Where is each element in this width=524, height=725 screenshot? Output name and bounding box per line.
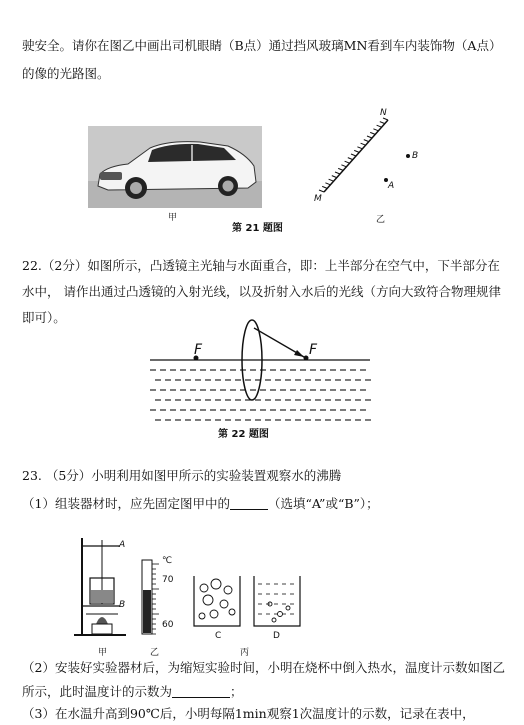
fig21-label-yi: 乙 bbox=[376, 215, 386, 225]
q23-part2-suffix: ； bbox=[230, 684, 243, 699]
answer-blank-2[interactable] bbox=[172, 685, 230, 698]
label-b: B bbox=[119, 600, 126, 610]
label-bing: 丙 bbox=[240, 648, 250, 658]
q23-part1-prefix: （1）组装器材时，应先固定图甲中的 bbox=[22, 496, 230, 511]
focus-left-label: F bbox=[194, 342, 203, 358]
beakers-bubbles bbox=[192, 574, 302, 630]
car-photo bbox=[88, 126, 262, 208]
celsius-label: ℃ bbox=[162, 556, 173, 566]
mirror-hatching bbox=[319, 118, 388, 192]
fig21-label-jia: 甲 bbox=[168, 213, 178, 223]
scale-ticks bbox=[152, 564, 159, 634]
fig22-caption: 第 22 题图 bbox=[218, 429, 269, 440]
tick-70-label: 70 bbox=[162, 575, 174, 585]
point-n-label: N bbox=[380, 108, 387, 118]
label-jia: 甲 bbox=[98, 648, 108, 658]
point-m-label: M bbox=[314, 194, 322, 204]
intro-line-1: 驶安全。请你在图乙中画出司机眼睛（B点）通过挡风玻璃MN看到车内装饰物（A点） bbox=[22, 38, 502, 53]
label-c: C bbox=[215, 631, 222, 641]
mirror-diagram bbox=[300, 108, 430, 208]
point-b-label: B bbox=[412, 151, 419, 161]
fig21-caption: 第 21 题图 bbox=[232, 223, 283, 234]
q23-part-3-line-1: （3）在水温升高到90℃后，小明每隔1min观察1次温度计的示数，记录在表中， bbox=[22, 706, 475, 721]
q23-part1-suffix: （选填“A”或“B”）； bbox=[267, 496, 379, 511]
tick-60-label: 60 bbox=[162, 620, 174, 630]
intro-line-2: 的像的光路图。 bbox=[22, 66, 110, 81]
focus-right-label: F bbox=[309, 342, 318, 358]
burner-flame bbox=[96, 617, 108, 624]
point-a-label: A bbox=[388, 181, 395, 191]
q23-title: 23. （5分）小明利用如图甲所示的实验装置观察水的沸腾 bbox=[22, 468, 342, 483]
point-b-dot bbox=[406, 154, 410, 158]
label-d: D bbox=[273, 631, 280, 641]
q22-line-3: 即可）。 bbox=[22, 310, 66, 325]
mercury-column bbox=[143, 590, 151, 633]
q23-part-2-line-1: （2）安装好实验器材后，为缩短实验时间，小明在烧杯中倒入热水，温度计示数如图乙 bbox=[22, 660, 505, 675]
label-a: A bbox=[119, 540, 126, 550]
lens-water-diagram bbox=[150, 318, 370, 428]
q23-part-2-line-2 bbox=[22, 684, 243, 700]
label-yi: 乙 bbox=[150, 648, 160, 658]
beaker-d bbox=[254, 576, 300, 626]
q23-part2-prefix: 所示，此时温度计的示数为 bbox=[22, 684, 173, 699]
answer-blank-1[interactable] bbox=[230, 497, 268, 510]
focus-right-dot bbox=[304, 356, 309, 361]
q22-line-2: 水中， 请作出通过凸透镜的入射光线，以及折射入水后的光线（方向大致符合物理规律 bbox=[22, 284, 501, 299]
q23-part-1 bbox=[22, 496, 379, 512]
boiling-apparatus bbox=[74, 534, 132, 644]
ray-arrowhead bbox=[294, 350, 304, 357]
bubbles bbox=[199, 579, 290, 622]
q22-line-1: 22.（2分）如图所示，凸透镜主光轴与水面重合，即：上半部分在空气中，下半部分在 bbox=[22, 258, 500, 273]
